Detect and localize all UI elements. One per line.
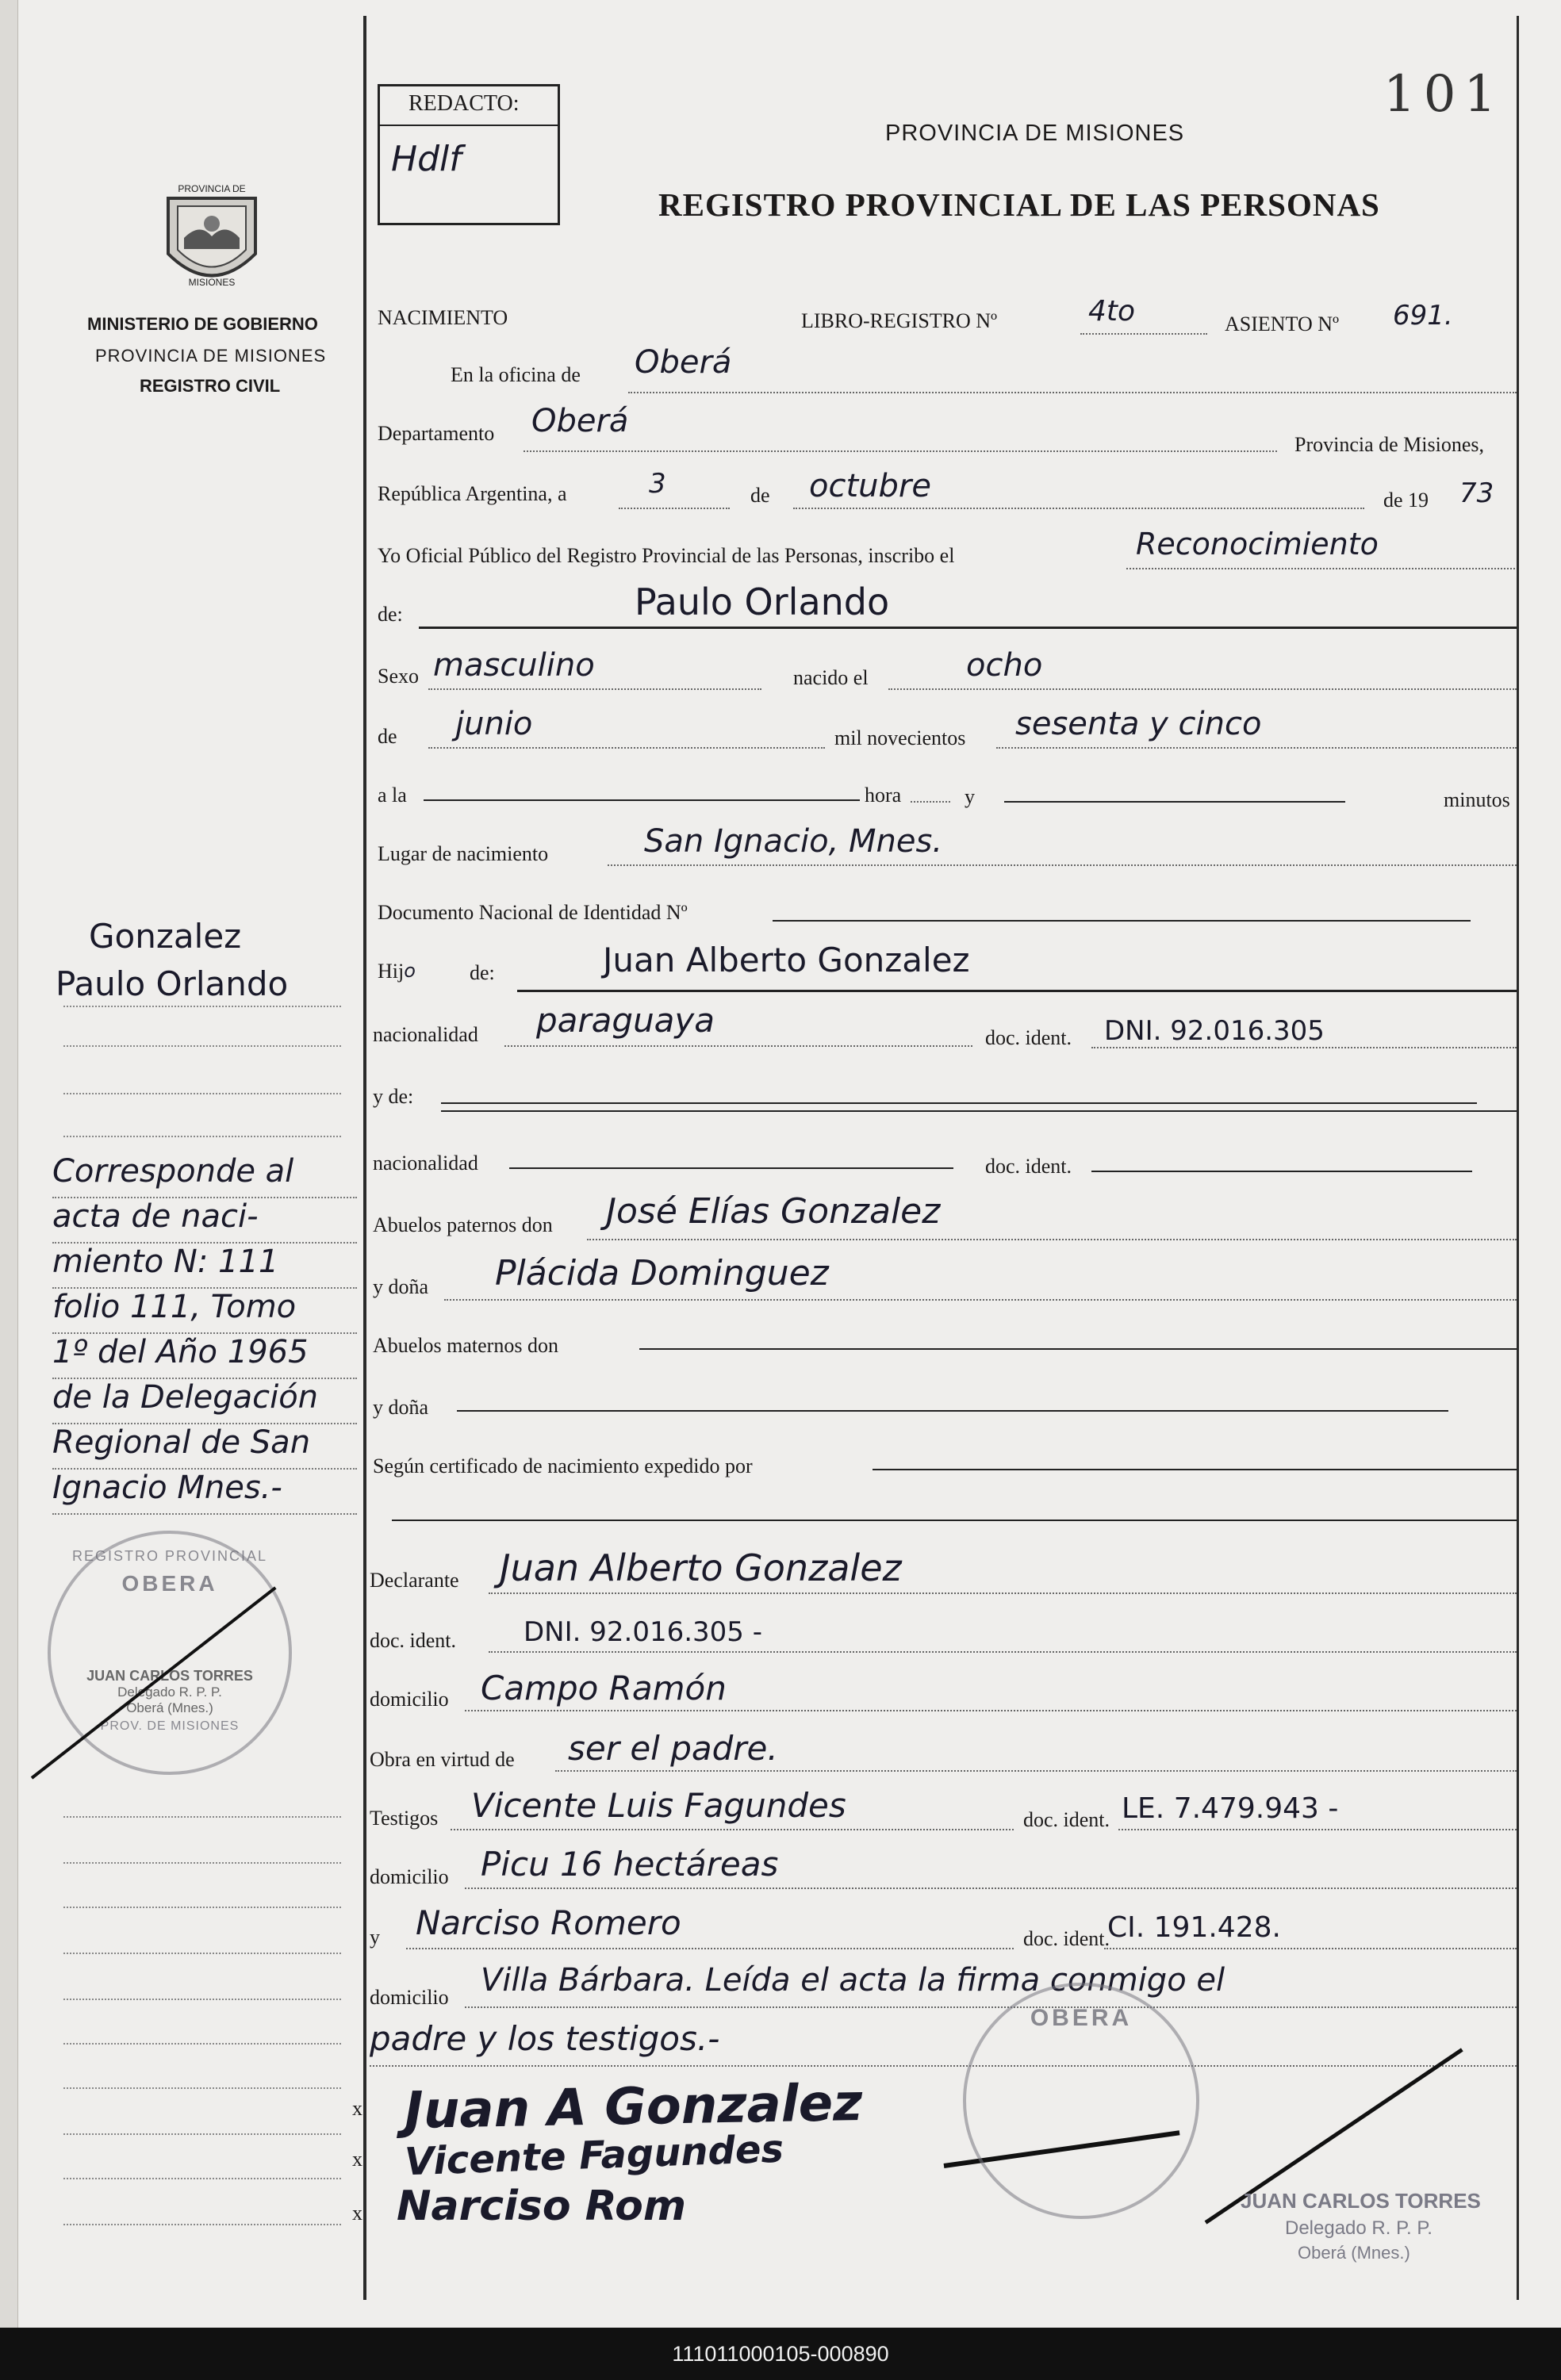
margin-note-line: acta de naci- <box>52 1198 357 1244</box>
decl-doc-line <box>489 1651 1517 1653</box>
signature-1: Juan A Gonzalez <box>404 2073 863 2141</box>
libro-line <box>1080 333 1207 335</box>
libro-value: 4to <box>1088 295 1136 328</box>
asiento-label: ASIENTO Nº <box>1225 312 1340 335</box>
t2-dom-value: Villa Bárbara. Leída el acta la firma conmigo el <box>481 1962 1225 1999</box>
margin-line <box>63 1953 341 1954</box>
abuelos-pat-label: Abuelos paternos don <box>373 1213 553 1236</box>
oficina-value: Oberá <box>635 344 732 381</box>
ala-line <box>424 799 860 801</box>
hora-label: hora <box>865 784 902 807</box>
margin-divider <box>363 16 366 2300</box>
domicilio2-label: domicilio <box>370 1865 449 1888</box>
official-title: Delegado R. P. P. <box>1285 2217 1433 2239</box>
ala-label: a la <box>378 784 407 807</box>
madre-line <box>441 1102 1477 1104</box>
left-seal-center: OBERA <box>121 1571 218 1596</box>
nacido-value: ocho <box>966 647 1043 684</box>
redacto-divider <box>380 125 558 126</box>
t1-doc-label: doc. ident. <box>1023 1808 1110 1831</box>
sig-mark-3: x <box>352 2202 362 2225</box>
nacionalidad-value: paraguaya <box>536 1001 715 1040</box>
margin-line <box>63 1093 341 1094</box>
certificado-line <box>873 1469 1517 1470</box>
padre-doc-line <box>1091 1047 1517 1048</box>
mil-label: mil novecientos <box>834 726 966 749</box>
margin-line <box>63 2133 341 2135</box>
signature-3: Narciso Rom <box>397 2183 687 2230</box>
year-value: 73 <box>1459 477 1494 509</box>
ministry-line1: MINISTERIO DE GOBIERNO <box>87 314 318 334</box>
obra-value: ser el padre. <box>568 1729 778 1768</box>
official-name: JUAN CARLOS TORRES <box>1241 2189 1481 2213</box>
de-colon-label: de: <box>378 603 403 626</box>
declarante-label: Declarante <box>370 1569 459 1592</box>
abuela-pat-line <box>444 1299 1517 1301</box>
t2-doc-label: doc. ident. <box>1023 1927 1110 1950</box>
redacto-initials: Hdlf <box>391 139 462 179</box>
nacionalidad-label: nacionalidad <box>373 1023 478 1046</box>
yde-label: y de: <box>373 1085 414 1108</box>
day-value: 3 <box>649 468 666 500</box>
oficina-line <box>628 392 1517 393</box>
abuela-pat-value: Plácida Dominguez <box>495 1253 829 1293</box>
margin-line <box>63 2087 341 2089</box>
left-seal-top: REGISTRO PROVINCIAL <box>71 1548 268 1564</box>
year-prefix: de 19 <box>1383 489 1429 512</box>
hijo-suffix: o <box>404 960 416 982</box>
obra-line <box>555 1770 1517 1772</box>
margin-note-line: 1º del Año 1965 <box>52 1334 357 1379</box>
sexo-line <box>428 688 761 690</box>
margin-note-line: Ignacio Mnes.- <box>52 1470 357 1515</box>
margin-line <box>63 2043 341 2045</box>
y-label: y <box>965 785 975 808</box>
y2-label: y <box>370 1926 380 1949</box>
margin-line <box>63 1816 341 1818</box>
testigos-label: Testigos <box>370 1807 439 1830</box>
libro-label: LIBRO-REGISTRO Nº <box>801 309 998 332</box>
margin-surname: Gonzalez <box>89 917 242 956</box>
republica-label: República Argentina, a <box>378 482 567 505</box>
book-spine <box>0 0 18 2328</box>
minutos-line <box>1004 801 1345 803</box>
document-id-footer: 111011000105-000890 <box>0 2328 1561 2380</box>
docident2-label: doc. ident. <box>985 1155 1072 1178</box>
abuelo-pat-line <box>587 1239 1517 1240</box>
oficina-label: En la oficina de <box>451 363 581 386</box>
lugar-label: Lugar de nacimiento <box>378 842 549 865</box>
signature-2: Vicente Fagundes <box>404 2126 784 2185</box>
margin-line <box>63 2178 341 2179</box>
t2-doc-value: CI. 191.428. <box>1107 1911 1281 1944</box>
margin-line <box>63 2224 341 2225</box>
left-seal-place: Oberá (Mnes.) <box>126 1700 213 1715</box>
right-seal <box>963 1983 1199 2219</box>
madre-line-2 <box>441 1110 1517 1112</box>
ydona-label: y doña <box>373 1275 429 1298</box>
hijo-de-label: de: <box>470 961 495 984</box>
docident-label: doc. ident. <box>985 1026 1072 1049</box>
official-place: Oberá (Mnes.) <box>1298 2243 1410 2263</box>
nacionalidad2-label: nacionalidad <box>373 1152 478 1175</box>
decl-doc-value: DNI. 92.016.305 - <box>524 1616 763 1648</box>
padre-value: Juan Alberto Gonzalez <box>603 941 970 979</box>
ministry-line3: REGISTRO CIVIL <box>140 376 281 396</box>
margin-line <box>63 1006 341 1007</box>
decl-doc-label: doc. ident. <box>370 1629 457 1652</box>
certificado-line-2 <box>392 1520 1517 1521</box>
closing-line <box>370 2065 1517 2067</box>
inscribo-value: Reconocimiento <box>1136 527 1379 561</box>
sig-mark-1: x <box>352 2097 362 2120</box>
name-value: Paulo Orlando <box>635 581 890 623</box>
dni-line <box>773 920 1471 922</box>
hora-line <box>911 801 950 803</box>
name-line <box>419 627 1517 629</box>
padre-doc-value: DNI. 92.016.305 <box>1104 1015 1325 1047</box>
ministry-emblem <box>152 167 271 293</box>
declarante-line <box>489 1592 1517 1594</box>
mes-nac-line <box>428 747 825 749</box>
margin-given-name: Paulo Orlando <box>56 964 289 1003</box>
nacido-label: nacido el <box>793 666 869 689</box>
lugar-line <box>608 864 1517 866</box>
provincia-suffix: Provincia de Misiones, <box>1294 433 1485 456</box>
testigo1-value: Vicente Luis Fagundes <box>471 1786 846 1825</box>
margin-line <box>63 1907 341 1908</box>
nacido-line <box>888 688 1517 690</box>
sexo-label: Sexo <box>378 665 419 688</box>
ydona2-label: y doña <box>373 1396 429 1419</box>
anio-nac-value: sesenta y cinco <box>1015 706 1262 742</box>
abuelos-mat-line <box>639 1348 1517 1350</box>
hijo-label <box>378 960 416 983</box>
margin-line <box>63 1999 341 2000</box>
day-line <box>619 508 730 509</box>
abuelos-mat-label: Abuelos maternos don <box>373 1334 558 1357</box>
obra-label: Obra en virtud de <box>370 1748 515 1771</box>
right-border <box>1517 16 1519 2300</box>
left-seal-name: JUAN CARLOS TORRES <box>86 1668 253 1684</box>
oficial-text: Yo Oficial Público del Registro Provincial de las Personas, inscribo el <box>378 544 955 567</box>
testigo1-line <box>451 1829 1014 1830</box>
t1-doc-line <box>1118 1829 1517 1830</box>
margin-line <box>63 1136 341 1137</box>
redacto-box <box>378 84 560 225</box>
certificado-label: Según certificado de nacimiento expedido por <box>373 1454 753 1477</box>
margin-line <box>63 1045 341 1047</box>
docident2-line <box>1091 1171 1472 1172</box>
province-heading: PROVINCIA DE MISIONES <box>885 121 1185 146</box>
closing-value: padre y los testigos.- <box>370 2019 720 2058</box>
domicilio-value: Campo Ramón <box>481 1669 727 1707</box>
emblem-top-text: PROVINCIA DE <box>178 183 246 194</box>
sheet-number: 101 <box>1383 65 1505 124</box>
de-label: de <box>750 484 770 507</box>
domicilio3-label: domicilio <box>370 1986 449 2009</box>
margin-note-line: folio 111, Tomo <box>52 1289 357 1334</box>
right-seal-center: OBERA <box>1030 2005 1133 2031</box>
de2-label: de <box>378 725 397 748</box>
minutos-label: minutos <box>1444 788 1510 811</box>
margin-note <box>52 1153 357 1515</box>
inscribo-line <box>1126 568 1515 569</box>
t1-doc-value: LE. 7.479.943 - <box>1122 1792 1339 1825</box>
margin-note-line: Regional de San <box>52 1424 357 1470</box>
t1-dom-value: Picu 16 hectáreas <box>481 1845 779 1884</box>
testigo2-line <box>406 1948 1014 1949</box>
nacimiento-label: NACIMIENTO <box>378 306 508 329</box>
mes-nac-value: junio <box>455 706 533 742</box>
emblem-bottom-text: MISIONES <box>188 277 236 288</box>
sig-mark-2: x <box>352 2148 362 2171</box>
month-line <box>793 508 1364 509</box>
sexo-value: masculino <box>433 647 595 684</box>
month-value: octubre <box>809 468 931 504</box>
t2-doc-line <box>1104 1948 1517 1949</box>
registry-heading: REGISTRO PROVINCIAL DE LAS PERSONAS <box>658 186 1380 223</box>
abuelo-pat-value: José Elías Gonzalez <box>606 1191 941 1232</box>
domicilio-label: domicilio <box>370 1688 449 1711</box>
margin-note-line: Corresponde al <box>52 1153 357 1198</box>
abuela-mat-line <box>457 1410 1448 1412</box>
left-seal-bottom: PROV. DE MISIONES <box>100 1719 240 1733</box>
t1-dom-line <box>465 1888 1517 1889</box>
asiento-value: 691. <box>1393 300 1453 332</box>
margin-note-line: de la Delegación <box>52 1379 357 1424</box>
anio-nac-line <box>996 747 1517 749</box>
redacto-label: REDACTO: <box>408 91 520 116</box>
margin-line <box>63 1862 341 1864</box>
departamento-line <box>524 450 1277 452</box>
nacionalidad2-line <box>509 1167 953 1169</box>
lugar-value: San Ignacio, Mnes. <box>644 823 943 860</box>
nacionalidad-line <box>504 1045 972 1047</box>
dni-label: Documento Nacional de Identidad Nº <box>378 901 688 924</box>
ministry-line2: PROVINCIA DE MISIONES <box>95 346 327 366</box>
hijo-text: Hij <box>378 960 405 983</box>
testigo2-value: Narciso Romero <box>416 1903 681 1942</box>
left-seal-title: Delegado R. P. P. <box>117 1684 222 1700</box>
departamento-label: Departamento <box>378 422 495 445</box>
margin-note-line: miento N: 111 <box>52 1244 357 1289</box>
padre-line <box>517 990 1517 992</box>
departamento-value: Oberá <box>531 403 629 439</box>
domicilio-line <box>465 1710 1517 1711</box>
declarante-value: Juan Alberto Gonzalez <box>500 1546 902 1589</box>
